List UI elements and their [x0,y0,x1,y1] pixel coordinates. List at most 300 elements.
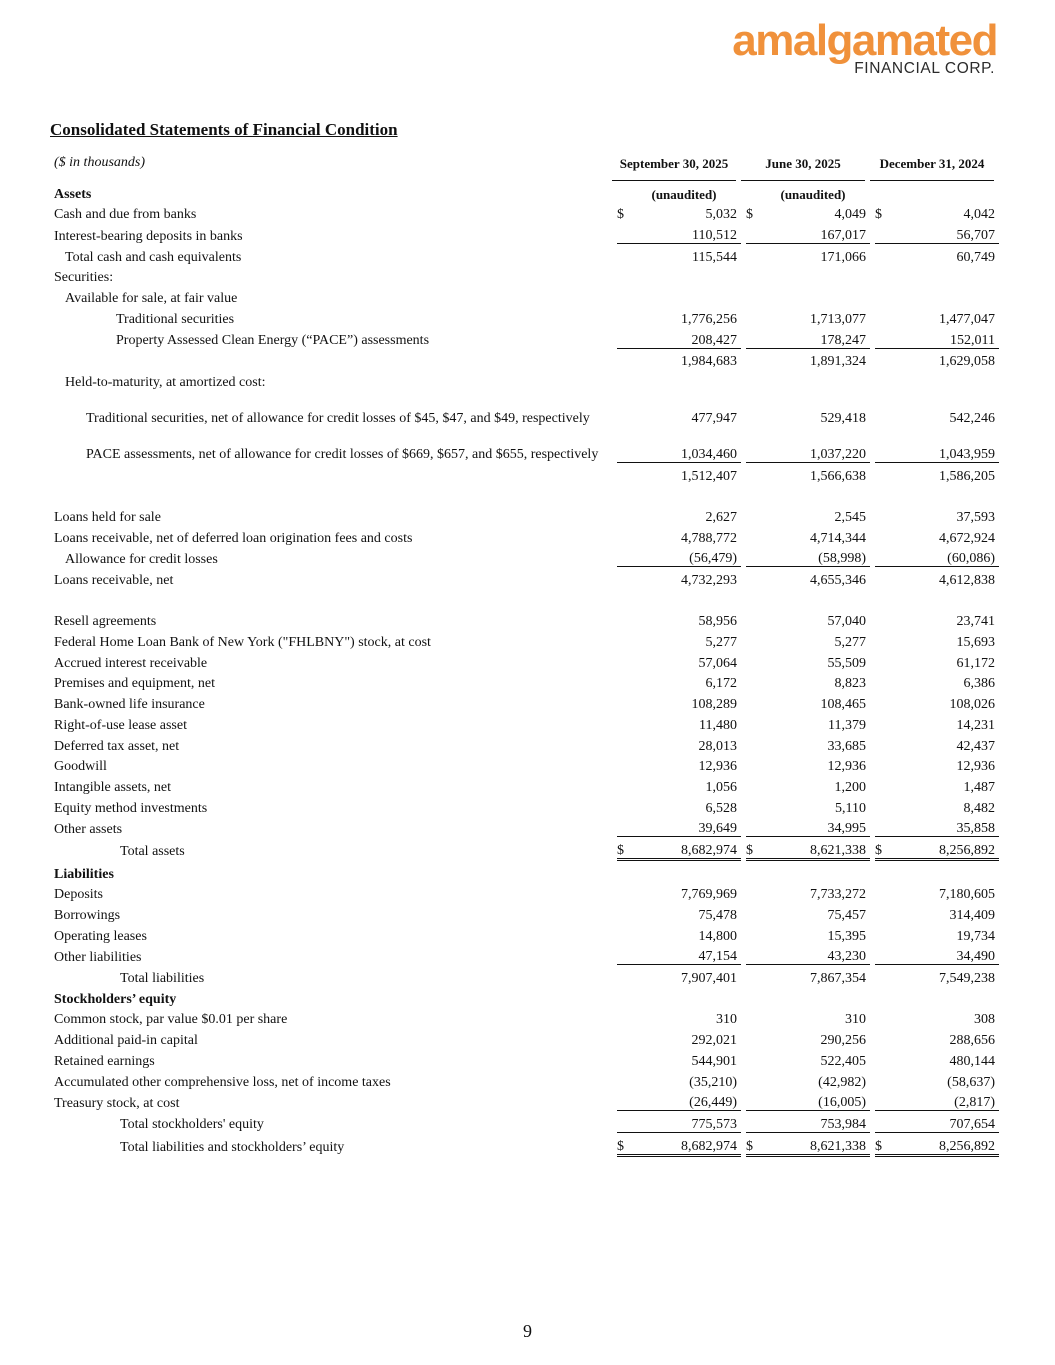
value-cell: 108,289 [691,697,737,713]
row-label: Other assets [54,821,123,837]
row-label: Borrowings [54,908,121,923]
value-cell: 28,013 [698,738,737,754]
row-label: Held-to-maturity, at amortized cost: [65,374,266,390]
currency-symbol [617,754,631,775]
row-label: Treasury stock, at cost [54,1095,180,1111]
value-cell: 775,573 [631,1111,741,1133]
row-label: Total assets [120,844,185,860]
currency-symbol [746,1111,760,1133]
table-row [54,902,999,923]
currency-symbol [617,671,631,692]
value-cell [889,588,999,609]
currency-symbol [746,629,760,650]
row-label: Securities: [54,270,114,286]
value-cell: (56,479) [631,546,741,567]
table-row [54,1111,999,1133]
value-cell: 108,026 [949,697,995,713]
value-cell: 292,021 [691,1033,737,1049]
currency-symbol: $ [875,207,882,223]
value-cell: 75,478 [698,908,737,923]
currency-symbol [875,1111,889,1133]
value-cell: 12,936 [698,759,737,775]
value-cell: 7,180,605 [939,887,995,903]
currency-symbol [875,244,889,265]
value-cell: 108,465 [820,697,866,713]
row-label: Additional paid-in capital [54,1033,198,1049]
value-cell: 1,984,683 [681,354,737,370]
row-label: Traditional securities, net of allowance for credit losses of $45, $47, and $49, respectively [86,410,590,426]
currency-symbol [746,754,760,775]
row-label: Property Assessed Clean Energy (“PACE”) assessments [116,333,430,348]
table-row [54,1069,999,1090]
value-cell [889,859,999,881]
row-label: Federal Home Loan Bank of New York ("FHLBNY") stock, at cost [54,635,431,651]
currency-symbol [617,546,631,567]
currency-symbol [746,1048,760,1069]
value-cell: 4,042 [963,207,995,223]
currency-symbol [617,244,631,265]
value-cell: 314,409 [949,908,995,923]
row-label [54,348,612,369]
currency-symbol [746,712,760,733]
currency-symbol [746,462,760,483]
logo-wordmark: amalgamated [732,16,997,65]
currency-symbol: $ [746,837,760,860]
table-row [54,629,999,650]
value-cell: 1,056 [705,779,737,795]
value-cell: 1,713,077 [810,311,866,327]
statement-title: Consolidated Statements of Financial Condition [50,120,398,139]
currency-symbol: $ [746,1132,760,1155]
table-row [54,426,999,463]
value-cell: 58,956 [698,614,737,630]
currency-symbol [617,609,631,630]
currency-symbol [746,944,760,965]
row-label: Stockholders’ equity [54,991,177,1007]
value-cell: 477,947 [691,410,737,426]
column-header-dec-2024: December 31, 2024 [870,147,994,181]
currency-symbol [746,609,760,630]
currency-symbol [746,774,760,795]
value-cell: 7,769,969 [681,887,737,903]
currency-symbol [746,222,760,243]
value-cell: 753,984 [760,1111,870,1133]
currency-symbol [875,546,889,567]
table-row [54,306,999,327]
value-cell: 167,017 [760,222,870,243]
currency-symbol [875,671,889,692]
currency-symbol [746,859,760,881]
table-row [54,525,999,546]
currency-symbol [746,691,760,712]
row-label: Premises and equipment, net [54,676,215,692]
row-label: Assets [54,186,92,202]
currency-symbol [875,181,889,202]
table-row [54,837,999,860]
currency-symbol [875,609,889,630]
currency-symbol [746,986,760,1007]
value-cell: 60,749 [956,249,995,265]
value-cell: 6,386 [963,676,995,692]
currency-symbol [617,462,631,483]
currency-symbol [746,733,760,754]
row-label: Total liabilities [120,971,205,987]
currency-symbol [746,965,760,986]
value-cell: 310 [716,1012,737,1028]
row-label: Total cash and cash equivalents [65,249,242,265]
currency-symbol [617,567,631,588]
value-cell: 2,627 [705,509,737,525]
value-cell: (16,005) [760,1090,870,1111]
value-cell [631,285,741,306]
currency-symbol [875,795,889,816]
currency-symbol [617,795,631,816]
value-cell: 310 [845,1012,866,1028]
currency-symbol [617,525,631,546]
table-row [54,181,999,202]
currency-symbol [746,181,760,202]
currency-symbol [617,1027,631,1048]
currency-symbol [746,285,760,306]
row-label: Retained earnings [54,1053,155,1069]
table-row [54,504,999,525]
currency-symbol [746,923,760,944]
currency-symbol: $ [617,207,624,223]
currency-symbol [875,1069,889,1090]
currency-symbol [875,944,889,965]
currency-symbol [875,504,889,525]
column-header-sep-2025: September 30, 2025 [612,147,736,181]
currency-symbol [617,1048,631,1069]
table-row [54,774,999,795]
value-cell: 8,482 [963,800,995,816]
value-cell [889,285,999,306]
value-cell: 57,064 [698,655,737,671]
page-number: 9 [523,1321,532,1341]
value-cell: (58,637) [947,1074,995,1090]
currency-symbol [875,986,889,1007]
value-cell: (2,817) [889,1090,999,1111]
table-row [54,567,999,588]
value-cell: 47,154 [631,944,741,965]
value-cell: 1,891,324 [810,354,866,370]
currency-symbol [875,712,889,733]
currency-symbol [746,882,760,903]
currency-symbol: $ [875,837,889,860]
currency-symbol [617,265,631,286]
value-cell [631,986,741,1007]
table-row [54,986,999,1007]
currency-symbol [617,1090,631,1111]
currency-symbol [875,222,889,243]
table-row [54,1090,999,1111]
value-cell: 4,049 [834,207,866,223]
currency-symbol [617,923,631,944]
value-cell [760,588,870,609]
value-cell: 288,656 [949,1033,995,1049]
table-row [54,923,999,944]
value-cell: 43,230 [760,944,870,965]
currency-symbol [746,390,760,426]
currency-symbol [875,1090,889,1111]
table-row [54,484,999,505]
value-cell: 171,066 [820,249,866,265]
value-cell: 12,936 [827,759,866,775]
value-cell: 1,586,205 [939,468,995,484]
value-cell: 208,427 [631,327,741,348]
currency-symbol [746,348,760,369]
row-label: Deferred tax asset, net [54,738,180,754]
currency-symbol [746,525,760,546]
table-row [54,348,999,369]
currency-symbol: $ [875,1132,889,1155]
currency-symbol [617,1111,631,1133]
table-row [54,327,999,348]
value-cell [760,369,870,390]
value-cell: 8,621,338 [760,1132,870,1155]
currency-symbol [875,484,889,505]
value-cell: (60,086) [889,546,999,567]
row-label: Goodwill [54,759,107,775]
currency-symbol [617,733,631,754]
table-row [54,265,999,286]
value-cell: (26,449) [631,1090,741,1111]
currency-symbol [617,1007,631,1028]
value-cell: 19,734 [956,928,995,944]
value-cell: 15,693 [956,635,995,651]
value-cell: 39,649 [631,816,741,837]
row-label: Allowance for credit losses [65,551,218,567]
table-row [54,1048,999,1069]
value-cell: 2,545 [834,509,866,525]
value-cell: 14,231 [956,717,995,733]
currency-symbol [617,181,631,202]
value-cell: 35,858 [889,816,999,837]
value-cell [760,859,870,881]
value-cell: 1,034,460 [631,426,741,463]
column-header-jun-2025: June 30, 2025 [741,147,865,181]
row-label: Accumulated other comprehensive loss, net of income taxes [54,1074,391,1090]
currency-symbol [875,265,889,286]
value-cell [631,588,741,609]
value-cell: 529,418 [820,410,866,426]
currency-symbol [875,754,889,775]
table-row [54,816,999,837]
currency-symbol [617,774,631,795]
row-label: Equity method investments [54,800,208,816]
row-label: Cash and due from banks [54,207,197,223]
value-cell: 4,714,344 [810,530,866,546]
currency-symbol [875,816,889,837]
currency-symbol [617,944,631,965]
currency-symbol [746,306,760,327]
row-label: PACE assessments, net of allowance for credit losses of $669, $657, and $655, respectively [86,447,599,463]
table-row [54,462,999,483]
value-cell: 1,200 [834,779,866,795]
currency-symbol [875,733,889,754]
value-cell: 5,110 [835,800,866,816]
currency-symbol [746,244,760,265]
currency-symbol [875,774,889,795]
currency-symbol [875,567,889,588]
table-row [54,754,999,775]
currency-symbol [875,588,889,609]
currency-symbol [617,426,631,463]
value-cell [889,369,999,390]
currency-symbol [875,859,889,881]
row-label: Interest-bearing deposits in banks [54,228,243,244]
value-cell: 290,256 [820,1033,866,1049]
currency-symbol [617,484,631,505]
value-cell: (58,998) [760,546,870,567]
currency-symbol [617,1069,631,1090]
value-cell: 707,654 [889,1111,999,1133]
audit-note [889,181,999,202]
table-row [54,691,999,712]
value-cell: 6,172 [705,676,737,692]
currency-symbol [746,265,760,286]
value-cell: 1,566,638 [810,468,866,484]
value-cell: 8,823 [834,676,866,692]
currency-symbol [746,426,760,463]
row-label: Bank-owned life insurance [54,697,205,713]
currency-symbol [746,1027,760,1048]
value-cell: 4,788,772 [681,530,737,546]
value-cell [760,285,870,306]
value-cell [889,265,999,286]
table-row [54,944,999,965]
value-cell: 15,395 [827,928,866,944]
value-cell: 4,655,346 [810,573,866,588]
currency-symbol [617,650,631,671]
currency-symbol [875,285,889,306]
currency-symbol [746,546,760,567]
value-cell: 56,707 [889,222,999,243]
currency-symbol [617,504,631,525]
value-cell: 55,509 [827,655,866,671]
currency-symbol [617,306,631,327]
value-cell: 5,277 [834,635,866,651]
currency-symbol [875,923,889,944]
table-row [54,202,999,223]
value-cell: 7,733,272 [810,887,866,903]
currency-symbol [875,965,889,986]
currency-symbol [617,327,631,348]
value-cell: 4,732,293 [681,573,737,588]
value-cell: 152,011 [889,327,999,348]
audit-note: (unaudited) [780,186,846,202]
value-cell: (35,210) [689,1074,737,1090]
table-row [54,1132,999,1155]
currency-symbol [617,348,631,369]
table-row [54,546,999,567]
row-label: Common stock, par value $0.01 per share [54,1012,288,1028]
value-cell: 308 [974,1012,995,1028]
value-cell: 7,907,401 [681,971,737,987]
value-cell: 37,593 [956,509,995,525]
value-cell [760,484,870,505]
row-label: Available for sale, at fair value [65,291,238,307]
value-cell: (42,982) [818,1074,866,1090]
value-cell: 11,480 [699,717,737,733]
value-cell [889,986,999,1007]
row-label: Right-of-use lease asset [54,717,187,733]
currency-symbol [875,348,889,369]
table-row [54,882,999,903]
table-row [54,733,999,754]
table-row [54,650,999,671]
currency-symbol [617,882,631,903]
currency-symbol [617,816,631,837]
value-cell [631,369,741,390]
value-cell [631,859,741,881]
currency-symbol [875,369,889,390]
value-cell: 14,800 [698,928,737,944]
table-row [54,859,999,881]
row-label: Operating leases [54,928,147,944]
currency-symbol [617,986,631,1007]
table-row [54,609,999,630]
currency-symbol [875,1027,889,1048]
audit-note: (unaudited) [651,186,717,202]
currency-symbol [875,1007,889,1028]
currency-symbol [746,1069,760,1090]
value-cell: 1,629,058 [939,354,995,370]
value-cell: 42,437 [956,738,995,754]
value-cell: 33,685 [827,738,866,754]
value-cell: 1,776,256 [681,311,737,327]
currency-symbol [875,327,889,348]
currency-symbol [617,390,631,426]
table-row [54,671,999,692]
value-cell: 34,490 [889,944,999,965]
value-cell: 1,043,959 [889,426,999,463]
table-row [54,1027,999,1048]
currency-symbol [746,1007,760,1028]
table-row [54,965,999,986]
value-cell: 57,040 [827,614,866,630]
units-label: ($ in thousands) [54,155,145,170]
value-cell [760,986,870,1007]
currency-symbol [617,629,631,650]
row-label: Resell agreements [54,614,157,630]
table-row [54,244,999,265]
value-cell: 8,256,892 [889,837,999,860]
table-row [54,369,999,390]
currency-symbol [746,1090,760,1111]
value-cell: 4,612,838 [939,573,995,588]
value-cell: 23,741 [956,614,995,630]
row-label: Total liabilities and stockholders’ equity [120,1140,345,1156]
row-label: Intangible assets, net [54,779,172,795]
currency-symbol [875,902,889,923]
value-cell: 75,457 [827,908,866,923]
value-cell: 34,995 [760,816,870,837]
row-label [54,588,612,609]
value-cell: 61,172 [956,655,995,671]
row-label: Total stockholders' equity [120,1117,264,1133]
value-cell: 178,247 [760,327,870,348]
currency-symbol [617,222,631,243]
currency-symbol [746,902,760,923]
row-label: Liabilities [54,866,114,882]
currency-symbol [875,629,889,650]
value-cell: 12,936 [956,759,995,775]
currency-symbol [746,567,760,588]
row-label: Loans receivable, net [54,573,174,588]
currency-symbol [746,369,760,390]
value-cell: 4,672,924 [939,530,995,546]
